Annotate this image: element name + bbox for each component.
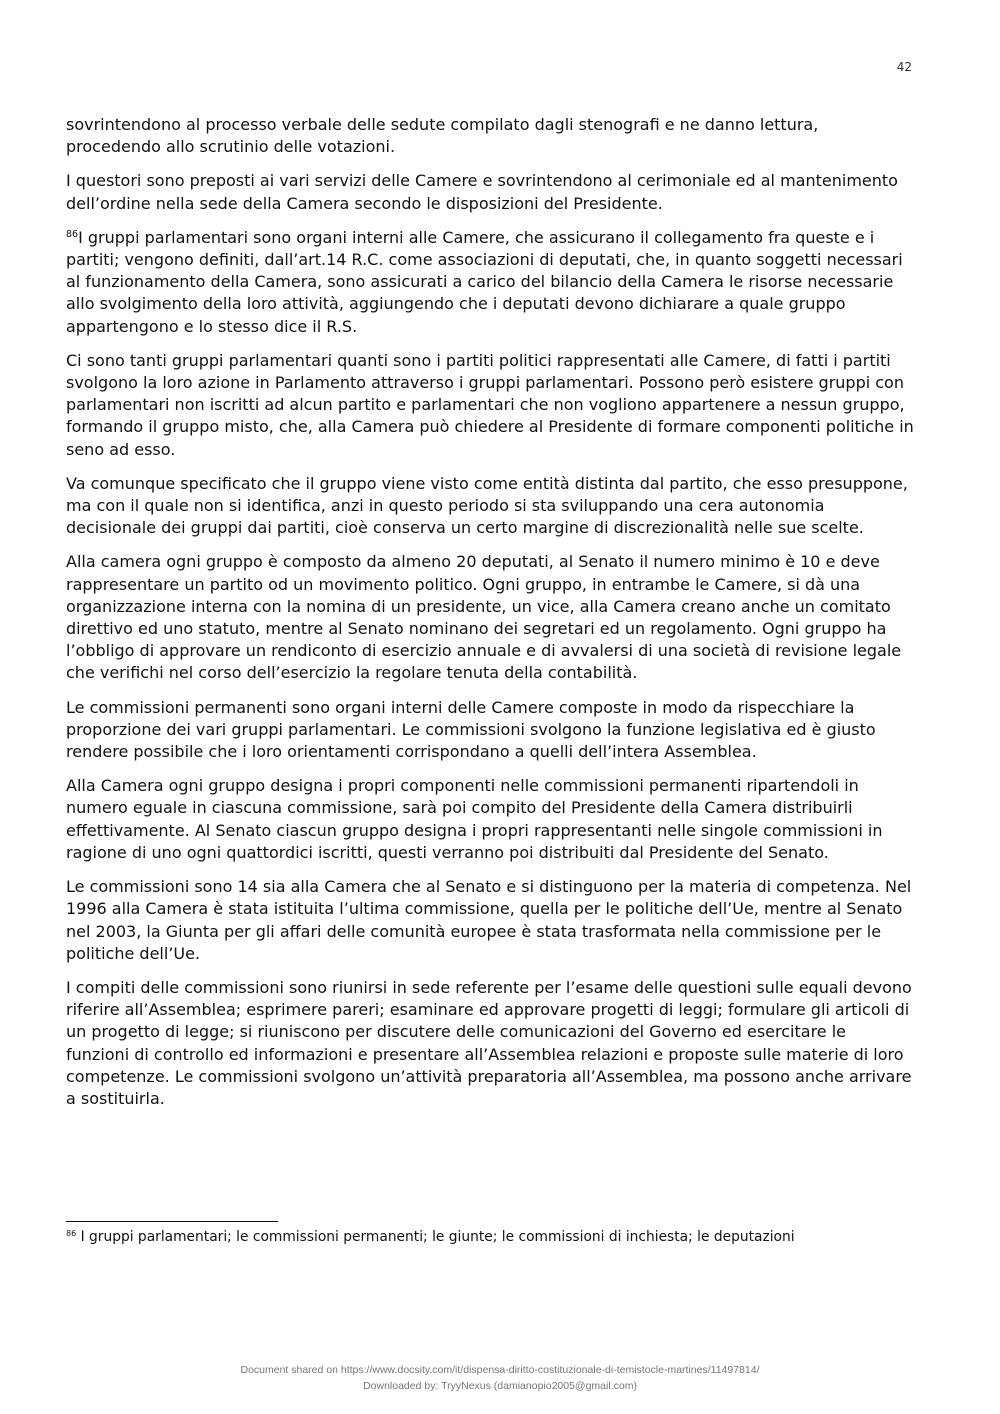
footnote-mark: 86	[66, 1229, 77, 1238]
shared-url-line[interactable]: Document shared on https://www.docsity.com/it/dispensa-diritto-costituzionale-di-temistocle-martines/11497814/	[240, 1364, 760, 1376]
footnote-divider	[66, 1221, 278, 1222]
paragraph-text: Le commissioni sono 14 sia alla Camera che al Senato e si distinguono per la materia di competenza. Nel 1996 alla Camera è stata istituita l’ultima commissione, quella per le politiche dell’Ue, mentre al Senato nel 2003, la Giunta per gli affari delle comunità europee è stata trasformata nella commissione per le politiche dell’Ue.	[66, 877, 912, 963]
paragraph-text: I compiti delle commissioni sono riunirsi in sede referente per l’esame delle questioni sulle equali devono riferire all’Assemblea; esprimere pareri; esaminare ed approvare progetti di leggi; formulare gli articoli di un progetto di legge; si riuniscono per discutere delle comunicazioni del Governo ed esercitare le funzioni di controllo ed informazioni e presentare all’Assemblea relazioni e proposte sulle materie di loro competenze. Le commissioni svolgono un’attività preparatoria all’Assemblea, ma possono anche arrivare a sostituirla.	[66, 977, 912, 1108]
paragraph-text: Alla camera ogni gruppo è composto da almeno 20 deputati, al Senato il numero minimo è 10 e deve rappresentare un partito od un movimento politico. Ogni gruppo, in entrambe le Camere, si dà una organizzazione interna con la nomina di un presidente, un vice, alla Camera creano anche un comitato direttivo ed uno statuto, mentre al Senato nominano dei segretari ed un regolamento. Ogni gruppo ha l’obbligo di approvare un rendiconto di esercizio annuale e di avvalersi di una società di revisione legale che verifichi nel corso dell’esercizio la regolare tenuta della contabilità.	[66, 552, 902, 683]
footnote	[66, 1228, 914, 1247]
footnote-reference[interactable]: 86	[66, 228, 79, 240]
paragraph-text: sovrintendono al processo verbale delle sedute compilato dagli stenografi e ne danno lettura, procedendo allo scrutinio delle votazioni.	[66, 115, 819, 157]
paragraph	[66, 170, 914, 214]
paragraph	[66, 350, 914, 461]
paragraph	[66, 114, 914, 158]
paragraph	[66, 775, 914, 864]
paragraph-text: I questori sono preposti ai vari servizi delle Camere e sovrintendono al cerimoniale ed al mantenimento dell’ordine nella sede della Camera secondo le disposizioni del Presidente.	[66, 171, 898, 213]
paragraph-text: Ci sono tanti gruppi parlamentari quanti sono i partiti politici rappresentati alle Camere, di fatti i partiti svolgono la loro azione in Parlamento attraverso i gruppi parlamentari. Possono però esistere gruppi con parlamentari non iscritti ad alcun partito e parlamentari che non vogliono appartenere a nessun gruppo, formando il gruppo misto, che, alla Camera può chiedere al Presidente di formare componenti politiche in seno ad esso.	[66, 350, 914, 459]
paragraph	[66, 876, 914, 965]
paragraph	[66, 227, 914, 338]
page-footer	[0, 1362, 1000, 1394]
downloaded-by-line: Downloaded by: TryyNexus (damianopio2005@gmail.com)	[363, 1380, 637, 1392]
body-text	[66, 114, 914, 1122]
footnote-text: I gruppi parlamentari; le commissioni permanenti; le giunte; le commissioni di inchiesta; le deputazioni	[76, 1229, 795, 1245]
paragraph-text: Alla Camera ogni gruppo designa i propri componenti nelle commissioni permanenti ripartendoli in numero eguale in ciascuna commissione, sarà poi compito del Presidente della Camera distribuirli effettivamente. Al Senato ciascun gruppo designa i propri rappresentanti nelle singole commissioni in ragione di uno ogni quattordici iscritti, questi verranno poi distribuiti dal Presidente del Senato.	[66, 776, 883, 862]
paragraph	[66, 551, 914, 684]
page-number: 42	[896, 60, 912, 74]
paragraph	[66, 977, 914, 1110]
paragraph	[66, 697, 914, 764]
paragraph-text: Le commissioni permanenti sono organi interni delle Camere composte in modo da rispecchiare la proporzione dei vari gruppi parlamentari. Le commissioni svolgono la funzione legislativa ed è giusto rendere possibile che i loro orientamenti corrispondano a quelli dell’intera Assemblea.	[66, 697, 876, 762]
paragraph-text: I gruppi parlamentari sono organi interni alle Camere, che assicurano il collegamento fra queste e i partiti; vengono definiti, dall’art.14 R.C. come associazioni di deputati, che, in quanto soggetti necessari al funzionamento della Camera, sono assicurati a carico del bilancio della Camera le risorse necessarie allo svolgimento della loro attività, aggiungendo che i deputati devono dichiarare a quale gruppo appartengono e lo stesso dice il R.S.	[66, 227, 903, 336]
paragraph	[66, 473, 914, 540]
paragraph-text: Va comunque specificato che il gruppo viene visto come entità distinta dal partito, che esso presuppone, ma con il quale non si identifica, anzi in questo periodo si sta sviluppando una cera autonomia decisionale dei gruppi dai partiti, cioè conserva un certo margine di discrezionalità nelle sue scelte.	[66, 473, 908, 538]
